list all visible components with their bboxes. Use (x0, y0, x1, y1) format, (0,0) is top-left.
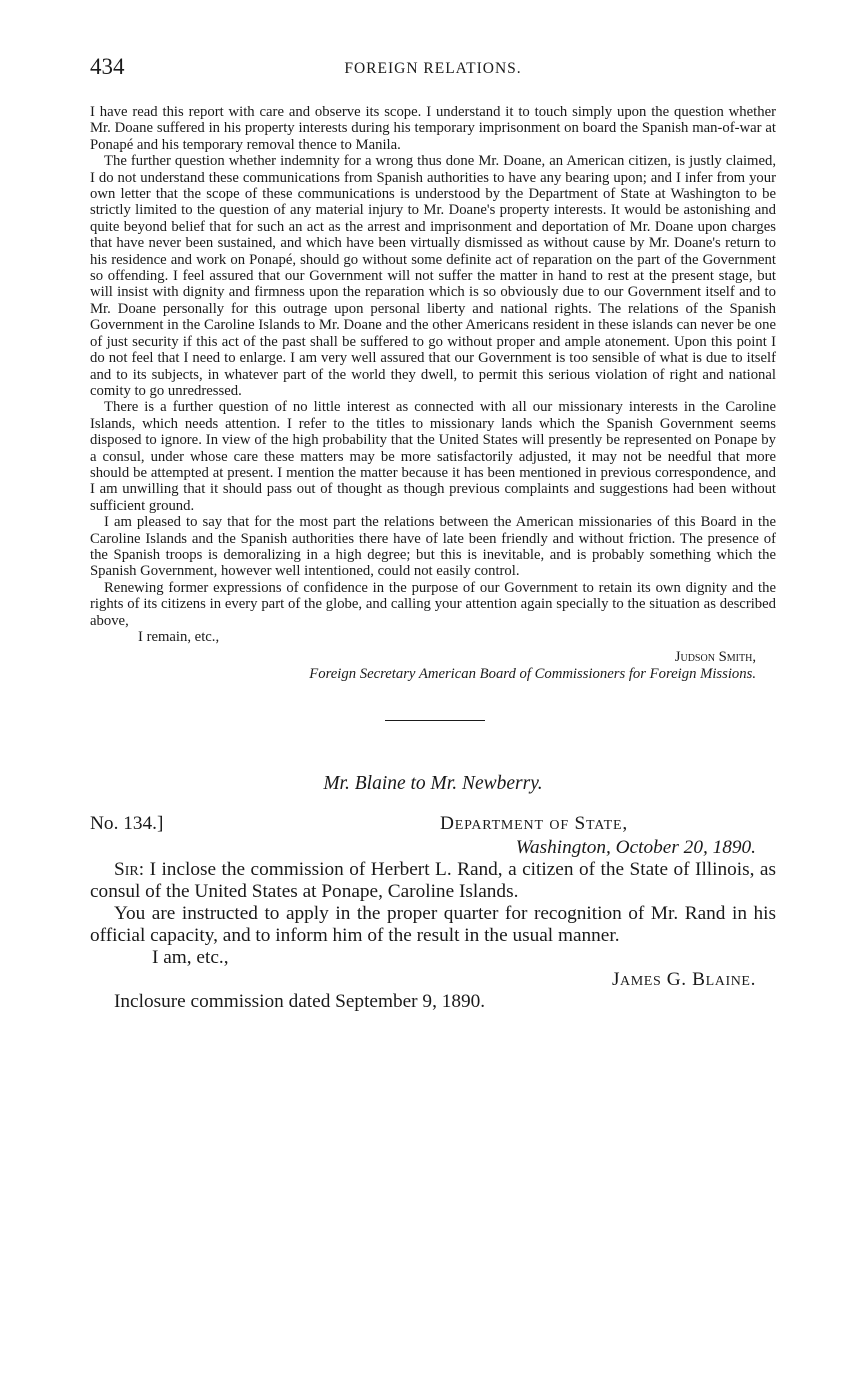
smith-letter (90, 104, 776, 682)
running-title: FOREIGN RELATIONS. (344, 60, 522, 77)
document-number-line (90, 813, 776, 837)
dateline: Washington, October 20, 1890. (515, 837, 756, 859)
smith-paragraph-1: I have read this report with care and observe its scope. I understand it to touch simply upon the question whether Mr. Doane suffered in his property interests during his temporary imprisonment on board the Spanish man-of-war at Ponapé and his temporary removal thence to Manila. (90, 104, 776, 153)
smith-closing: I remain, etc., (138, 629, 220, 645)
smith-signature-title: Foreign Secretary American Board of Commissioners for Foreign Missions. (309, 665, 756, 682)
document-page (90, 52, 776, 1013)
smith-paragraph-3: There is a further question of no little interest as connected with all our missionary interests in the Caroline Islands, which needs attention. I refer to the titles to missionary lands which the Spanish Government seems disposed to ignore. In view of the high probability that the United States will presently be represented on Ponape by a consul, under whose care these matters may be more satisfactorily adjusted, it may not be needful that more should be attempted at present. I mention the matter because it has been mentioned in previous correspondence, and I am unwilling that it should pass out of thought as though previous complaints and suggestions had been without sufficient ground. (90, 399, 776, 514)
running-head (90, 52, 776, 84)
blaine-signature: James G. Blaine. (611, 969, 756, 991)
smith-signature: Judson Smith, (674, 649, 756, 666)
department-name: Department of State, (440, 813, 628, 835)
letter-heading: Mr. Blaine to Mr. Newberry. (323, 773, 543, 795)
blaine-paragraph-1-text: I inclose the commission of Herbert L. Rand, a citizen of the State of Illinois, as consul of the United States at Ponape, Caroline Islands. (90, 859, 776, 903)
page-number: 434 (90, 54, 125, 79)
blaine-letter (90, 813, 776, 1013)
enclosure-note: Inclosure commission dated September 9, 1890. (114, 991, 486, 1013)
blaine-closing: I am, etc., (152, 947, 229, 969)
section-divider (385, 720, 485, 721)
blaine-paragraph-2: You are instructed to apply in the proper quarter for recognition of Mr. Rand in his official capacity, and to inform him of the result in the usual manner. (90, 903, 776, 947)
document-number: No. 134.] (90, 813, 164, 835)
smith-paragraph-2: The further question whether indemnity for a wrong thus done Mr. Doane, an American citizen, is justly claimed, I do not understand these communications from Spanish authorities to have any bearing upon; and I infer from your own letter that the scope of these communications is understood by the Department of State at Washington to be strictly limited to the question of any material injury to Mr. Doane's property interests. It would be astonishing and quite beyond belief that for such an act as the arrest and imprisonment and deportation of Mr. Doane upon charges that have never been sustained, and which have been virtually dismissed as without cause by Mr. Doane's return to his residence and work on Ponapé, should go without some definite act of reparation on the part of the Government so offending. I feel assured that our Government will not suffer the matter in hand to rest at the present stage, but will insist with dignity and firmness upon the reparation which is so obviously due to our Government itself and to Mr. Doane personally for this outrage upon personal liberty and national rights. The relations of the Spanish Government in the Caroline Islands to Mr. Doane and the other Americans resident in these islands can never be one of just security if this act of the past shall be suffered to go without proper and ample atonement. Upon this point I do not feel that I need to enlarge. I am very well assured that our Government is too sensible of what is due to itself and to its subjects, in whatever part of the world they dwell, to permit this serious violation of right and national comity to go unredressed. (90, 153, 776, 399)
smith-paragraph-4: I am pleased to say that for the most part the relations between the American missionaries of this Board in the Caroline Islands and the Spanish authorities there have of late been friendly and without friction. The presence of the Spanish troops is demoralizing in a high degree; but this is inevitable, and is probably something which the Spanish Government, however well intentioned, could not easily control. (90, 514, 776, 580)
blaine-paragraph-1 (90, 859, 776, 903)
salutation: Sir: (114, 859, 145, 881)
smith-paragraph-5: Renewing former expressions of confidence in the purpose of our Government to retain its own dignity and the rights of its citizens in every part of the globe, and calling your attention again specially to the situation as described above, (90, 579, 776, 629)
